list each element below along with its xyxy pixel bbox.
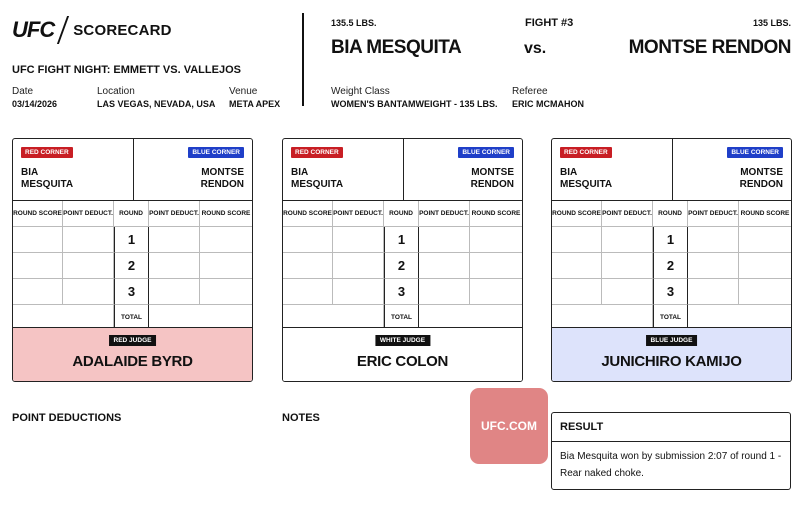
red-score-cell	[283, 253, 333, 279]
result-text: Bia Mesquita won by submission 2:07 of round 1 - Rear naked choke.	[560, 451, 782, 479]
red-point-deduct-header: POINT DEDUCT.	[333, 201, 384, 227]
red-score-cell	[552, 279, 602, 305]
red-score-cell	[283, 279, 333, 305]
round-number: 3	[384, 279, 419, 305]
blue-corner-tag: BLUE CORNER	[458, 147, 514, 158]
judge-scorecard-2	[282, 138, 523, 382]
blue-point-deduct-header: POINT DEDUCT.	[419, 201, 470, 227]
event-title: UFC FIGHT NIGHT: EMMETT VS. VALLEJOS	[12, 64, 241, 76]
round-header: ROUND	[384, 201, 419, 227]
red-score-cell	[13, 253, 63, 279]
red-corner-tag: RED CORNER	[560, 147, 612, 158]
fight-number: FIGHT #3	[525, 17, 574, 29]
red-point-deduct-header: POINT DEDUCT.	[63, 201, 114, 227]
red-round-score-header: ROUND SCORE	[13, 201, 63, 227]
card-divider	[403, 139, 404, 200]
blue-score-cell	[200, 279, 252, 305]
score-grid	[283, 201, 522, 330]
red-corner-tag: RED CORNER	[291, 147, 343, 158]
card-fighters	[13, 139, 252, 201]
notes-label: NOTES	[282, 412, 320, 424]
card-divider	[672, 139, 673, 200]
blue-deduct-cell	[419, 227, 470, 253]
red-score-cell	[13, 279, 63, 305]
blue-deduct-cell	[149, 227, 200, 253]
blue-point-deduct-header: POINT DEDUCT.	[688, 201, 739, 227]
judge-scorecard-3	[551, 138, 792, 382]
red-first-name: BIA	[21, 167, 39, 178]
round-header: ROUND	[653, 201, 688, 227]
red-deduct-cell	[602, 279, 653, 305]
result-divider	[552, 441, 790, 442]
blue-score-cell	[470, 279, 522, 305]
blue-weight: 135 LBS.	[752, 18, 791, 28]
blue-first-name: MONTSE	[471, 167, 514, 178]
vs-label: vs.	[524, 40, 547, 57]
card-blue-fighter	[471, 167, 514, 191]
result-box	[551, 412, 791, 490]
round-number: 1	[653, 227, 688, 253]
venue-label: Venue	[229, 86, 258, 97]
red-deduct-cell	[63, 227, 114, 253]
judge-name: JUNICHIRO KAMIJO	[601, 353, 742, 370]
location-value: LAS VEGAS, NEVADA, USA	[97, 99, 216, 109]
judge-tag: WHITE JUDGE	[375, 335, 430, 346]
red-last-name: MESQUITA	[21, 179, 74, 190]
referee-value: ERIC MCMAHON	[512, 99, 584, 109]
blue-deduct-cell	[688, 253, 739, 279]
date-value: 03/14/2026	[12, 99, 58, 109]
card-red-fighter	[291, 167, 343, 191]
red-score-cell	[13, 227, 63, 253]
red-point-deduct-header: POINT DEDUCT.	[602, 201, 653, 227]
blue-round-score-header: ROUND SCORE	[200, 201, 252, 227]
card-fighters	[552, 139, 791, 201]
blue-corner-tag: BLUE CORNER	[188, 147, 244, 158]
weight-class-value: WOMEN'S BANTAMWEIGHT - 135 LBS.	[331, 99, 498, 109]
ufc-com-badge: UFC.COM	[470, 388, 548, 464]
round-number: 1	[384, 227, 419, 253]
logo-slash	[57, 16, 69, 44]
blue-deduct-cell	[419, 253, 470, 279]
judge-scorecard-1	[12, 138, 253, 382]
blue-point-deduct-header: POINT DEDUCT.	[149, 201, 200, 227]
judge-name: ADALAIDE BYRD	[72, 353, 193, 370]
header-divider	[302, 13, 304, 106]
judge-box	[552, 327, 791, 381]
blue-score-cell	[200, 227, 252, 253]
blue-deduct-cell	[419, 279, 470, 305]
card-fighters	[283, 139, 522, 201]
red-score-cell	[283, 227, 333, 253]
blue-last-name: RENDON	[200, 179, 244, 190]
round-number: 1	[114, 227, 149, 253]
card-red-fighter	[21, 167, 73, 191]
blue-deduct-cell	[149, 253, 200, 279]
judge-name: ERIC COLON	[356, 353, 449, 370]
referee-label: Referee	[512, 86, 548, 97]
round-header: ROUND	[114, 201, 149, 227]
red-deduct-cell	[602, 227, 653, 253]
location-label: Location	[97, 86, 135, 97]
red-first-name: BIA	[560, 167, 578, 178]
round-number: 3	[653, 279, 688, 305]
blue-score-cell	[470, 227, 522, 253]
blue-last-name: RENDON	[739, 179, 783, 190]
scorecard-label: SCORECARD	[73, 21, 172, 39]
blue-score-cell	[739, 253, 791, 279]
red-score-cell	[552, 227, 602, 253]
weight-class-label: Weight Class	[331, 86, 390, 97]
red-deduct-cell	[333, 227, 384, 253]
blue-score-cell	[739, 227, 791, 253]
judge-tag: RED JUDGE	[109, 335, 157, 346]
card-divider	[133, 139, 134, 200]
round-number: 2	[653, 253, 688, 279]
red-round-score-header: ROUND SCORE	[552, 201, 602, 227]
round-number: 2	[384, 253, 419, 279]
card-blue-fighter	[201, 167, 244, 191]
red-fighter-name: BIA MESQUITA	[331, 37, 462, 58]
judge-box	[283, 327, 522, 381]
total-label: TOTAL	[114, 305, 149, 330]
blue-deduct-cell	[149, 279, 200, 305]
judge-tag: BLUE JUDGE	[646, 335, 698, 346]
blue-last-name: RENDON	[470, 179, 514, 190]
blue-fighter-name: MONTSE RENDON	[628, 37, 791, 58]
blue-round-score-header: ROUND SCORE	[739, 201, 791, 227]
blue-score-cell	[470, 253, 522, 279]
round-number: 2	[114, 253, 149, 279]
red-weight: 135.5 LBS.	[331, 18, 377, 28]
card-blue-fighter	[740, 167, 783, 191]
blue-round-score-header: ROUND SCORE	[470, 201, 522, 227]
red-round-score-header: ROUND SCORE	[283, 201, 333, 227]
score-grid	[552, 201, 791, 330]
red-deduct-cell	[63, 253, 114, 279]
red-first-name: BIA	[291, 167, 309, 178]
red-score-cell	[552, 253, 602, 279]
point-deductions-label: POINT DEDUCTIONS	[12, 412, 122, 424]
blue-corner-tag: BLUE CORNER	[727, 147, 783, 158]
ufc-logo	[12, 15, 172, 45]
judge-box	[13, 327, 252, 381]
score-grid	[13, 201, 252, 330]
round-number: 3	[114, 279, 149, 305]
total-label: TOTAL	[384, 305, 419, 330]
blue-first-name: MONTSE	[740, 167, 783, 178]
venue-value: META APEX	[229, 99, 281, 109]
blue-first-name: MONTSE	[201, 167, 244, 178]
red-deduct-cell	[333, 279, 384, 305]
red-deduct-cell	[63, 279, 114, 305]
date-label: Date	[12, 86, 34, 97]
blue-score-cell	[739, 279, 791, 305]
result-title: RESULT	[560, 421, 604, 433]
blue-score-cell	[200, 253, 252, 279]
red-deduct-cell	[333, 253, 384, 279]
red-last-name: MESQUITA	[291, 179, 344, 190]
blue-deduct-cell	[688, 227, 739, 253]
total-label: TOTAL	[653, 305, 688, 330]
blue-deduct-cell	[688, 279, 739, 305]
card-red-fighter	[560, 167, 612, 191]
red-deduct-cell	[602, 253, 653, 279]
logo-text: UFC	[12, 17, 55, 42]
red-last-name: MESQUITA	[560, 179, 613, 190]
red-corner-tag: RED CORNER	[21, 147, 73, 158]
